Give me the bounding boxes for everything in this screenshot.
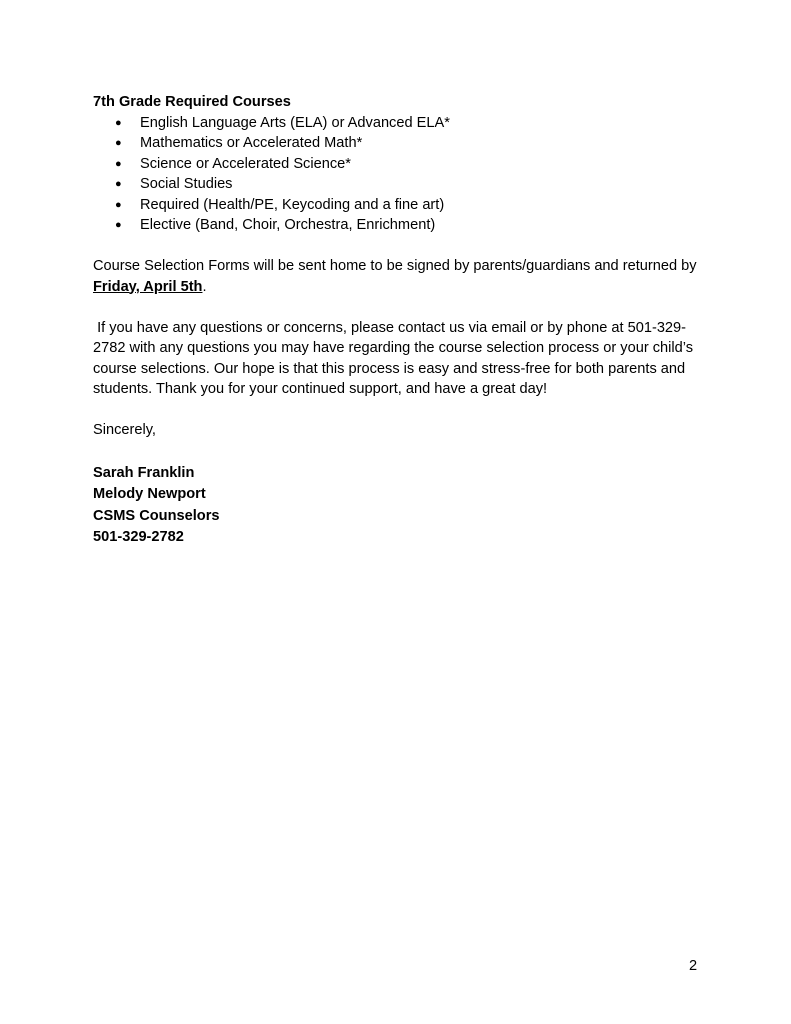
signature-phone: 501-329-2782 bbox=[93, 529, 184, 545]
spacer bbox=[93, 400, 703, 421]
spacer bbox=[93, 441, 703, 463]
list-item bbox=[93, 195, 703, 216]
forms-paragraph bbox=[93, 256, 703, 297]
letter-body bbox=[93, 92, 703, 549]
bullet-icon: ● bbox=[115, 219, 122, 231]
spacer bbox=[93, 297, 703, 318]
bullet-icon: ● bbox=[115, 198, 122, 211]
courses-heading: 7th Grade Required Courses bbox=[93, 94, 291, 110]
page-number: 2 bbox=[689, 958, 698, 974]
forms-text: Course Selection Forms will be sent home to be signed by parents/guardians and returned by bbox=[93, 258, 697, 274]
course-item-label: Science or Accelerated Science* bbox=[140, 155, 351, 172]
closing-text: Sincerely, bbox=[93, 422, 156, 438]
bullet-icon: ● bbox=[115, 116, 122, 129]
list-item bbox=[93, 154, 703, 175]
list-item bbox=[93, 133, 703, 154]
signature-name-2: Melody Newport bbox=[93, 486, 206, 502]
course-item-label: Elective (Band, Choir, Orchestra, Enrichment) bbox=[140, 217, 436, 233]
list-item bbox=[93, 174, 703, 195]
course-item-label: Mathematics or Accelerated Math* bbox=[140, 135, 363, 151]
courses-list bbox=[93, 113, 703, 236]
deadline-date: Friday, April 5th bbox=[93, 278, 203, 295]
signature-name-1: Sarah Franklin bbox=[93, 464, 195, 481]
course-item-label: Required (Health/PE, Keycoding and a fine art) bbox=[140, 196, 445, 213]
forms-text-end: . bbox=[202, 278, 207, 295]
list-item bbox=[93, 215, 703, 236]
spacer bbox=[93, 236, 703, 257]
bullet-icon: ● bbox=[115, 178, 122, 190]
course-item-label: English Language Arts (ELA) or Advanced ELA* bbox=[140, 114, 450, 131]
course-item-label: Social Studies bbox=[140, 176, 233, 192]
contact-paragraph: If you have any questions or concerns, please contact us via email or by phone at 501-329-2782 with any questions you may have regarding the course selection process or your child’s course selections. Our hope is that this process is easy and stress-free for both parents and students. Thank you for your continued support, and have a great day! bbox=[93, 319, 698, 397]
signature-title: CSMS Counselors bbox=[93, 507, 220, 524]
list-item bbox=[93, 113, 703, 134]
bullet-icon: ● bbox=[115, 137, 122, 149]
bullet-icon: ● bbox=[115, 157, 122, 170]
